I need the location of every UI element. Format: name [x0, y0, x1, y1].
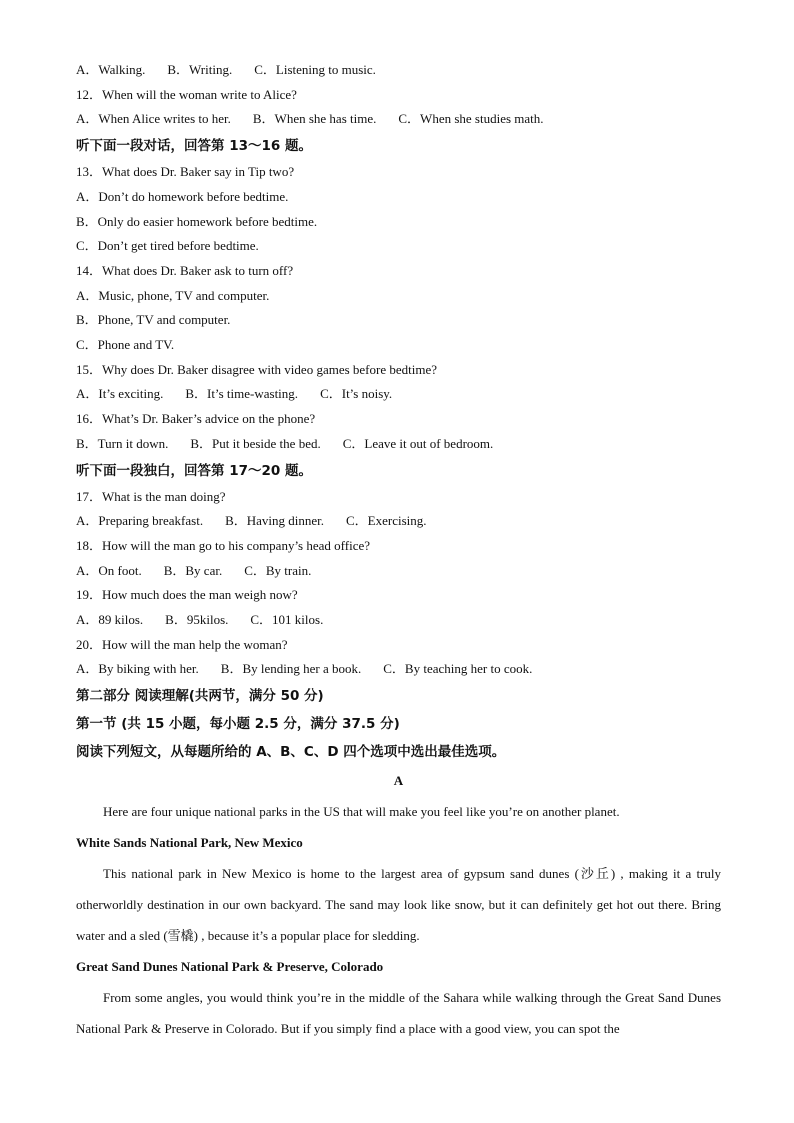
q15-option-a: A．It’s exciting. — [76, 386, 164, 402]
q15-options — [76, 382, 721, 407]
q17-option-b: B．Having dinner. — [225, 513, 325, 529]
q13-question: 13．What does Dr. Baker say in Tip two? — [76, 164, 295, 180]
q13-option-b: B．Only do easier homework before bedtime. — [76, 213, 318, 229]
q16-option-a: B．Turn it down. — [76, 435, 169, 451]
part2-heading: 第二部分 阅读理解(共两节，满分 50 分) — [76, 688, 324, 705]
q20-option-a: A．By biking with her. — [76, 661, 199, 677]
q17-options — [76, 509, 721, 534]
q11-options — [76, 58, 721, 83]
q18-options — [76, 559, 721, 584]
part2-instruction: 阅读下列短文，从每题所给的 A、B、C、D 四个选项中选出最佳选项。 — [76, 744, 506, 761]
q13-option-c: C．Don’t get tired before bedtime. — [76, 238, 259, 254]
q18-option-a: A．On foot. — [76, 562, 142, 578]
park1-title: White Sands National Park, New Mexico — [76, 835, 303, 851]
q16-option-c: C．Leave it out of bedroom. — [342, 435, 494, 451]
q11-option-a: A．Walking. — [76, 62, 146, 77]
q20-question: 20．How will the man help the woman? — [76, 636, 288, 652]
q16-options — [76, 432, 721, 457]
park2-paragraph: From some angles, you would think you’re in the middle of the Sahara while walking through the Great Sand Dunes National Park & Preserve in Colorado. But if you simply find a place with a good view, you can spot the — [76, 990, 721, 1037]
document-page — [76, 58, 721, 1044]
park2-title: Great Sand Dunes National Park & Preserve, Colorado — [76, 959, 384, 975]
passage-intro: Here are four unique national parks in the US that will make you feel like you’re on another planet. — [103, 804, 620, 820]
q16-option-b: B．Put it beside the bed. — [190, 435, 321, 451]
q14-option-a: A．Music, phone, TV and computer. — [76, 287, 270, 303]
q11-option-c: C．Listening to music. — [254, 62, 376, 77]
q14-option-b: B．Phone, TV and computer. — [76, 312, 231, 328]
q12-option-a: A．When Alice writes to her. — [76, 111, 231, 127]
q17-option-a: A．Preparing breakfast. — [76, 513, 204, 529]
section1-heading: 听下面一段对话，回答第 13～16 题。 — [76, 138, 312, 155]
passage-label: A — [393, 773, 404, 789]
q12-option-b: B．When she has time. — [252, 111, 377, 127]
park1-paragraph: This national park in New Mexico is home to the largest area of gypsum sand dunes (沙丘) , making it a truly otherworldly destination in our own backyard. The sand may look like snow, but it can definitely get hot out there. Bring water and a sled (雪橇) , because it’s a popular place for sledding. — [76, 866, 721, 944]
q17-option-c: C．Exercising. — [346, 513, 427, 529]
q20-options — [76, 657, 721, 682]
q11-option-b: B．Writing. — [167, 62, 233, 77]
q15-option-b: B．It’s time-wasting. — [185, 386, 299, 402]
section2-heading: 听下面一段独白，回答第 17～20 题。 — [76, 462, 312, 479]
q18-option-b: B．By car. — [163, 562, 223, 578]
q19-option-b: B．95kilos. — [165, 612, 229, 628]
q16-question: 16．What’s Dr. Baker’s advice on the phone? — [76, 411, 316, 427]
q12-option-c: C．When she studies math. — [398, 111, 544, 127]
q14-question: 14．What does Dr. Baker ask to turn off? — [76, 262, 294, 278]
q18-option-c: C．By train. — [244, 562, 312, 578]
q14-option-c: C．Phone and TV. — [76, 337, 175, 353]
q15-option-c: C．It’s noisy. — [320, 386, 393, 402]
q20-option-c: C．By teaching her to cook. — [383, 661, 533, 677]
q19-option-c: C．101 kilos. — [250, 612, 324, 628]
q19-option-a: A．89 kilos. — [76, 612, 144, 628]
q17-question: 17．What is the man doing? — [76, 488, 226, 504]
q19-question: 19．How much does the man weigh now? — [76, 587, 298, 603]
q15-question: 15．Why does Dr. Baker disagree with video games before bedtime? — [76, 361, 437, 377]
q12-question: 12．When will the woman write to Alice? — [76, 86, 297, 102]
part2-section1-heading: 第一节 (共 15 小题，每小题 2.5 分，满分 37.5 分) — [76, 716, 400, 733]
q19-options — [76, 608, 721, 633]
q18-question: 18．How will the man go to his company’s head office? — [76, 537, 371, 553]
q12-options — [76, 107, 721, 132]
q20-option-b: B．By lending her a book. — [220, 661, 362, 677]
q13-option-a: A．Don’t do homework before bedtime. — [76, 188, 289, 204]
